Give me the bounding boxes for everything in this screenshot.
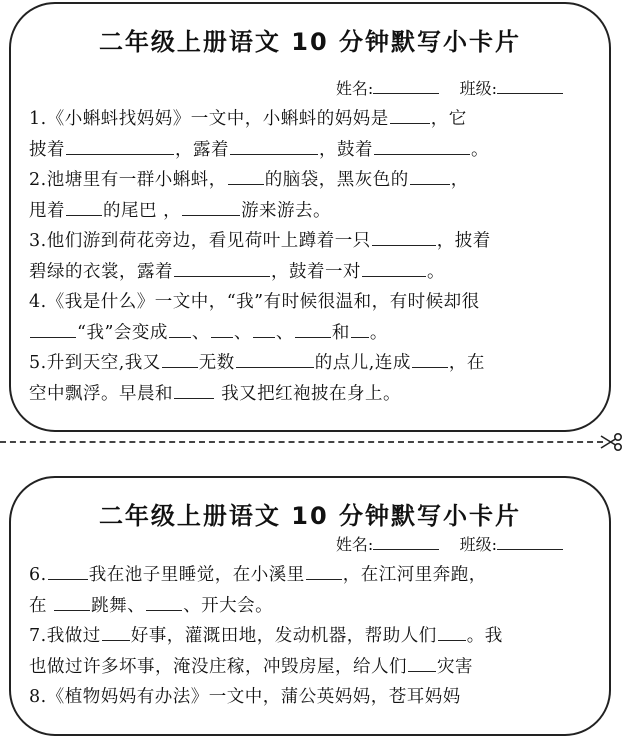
answer-blank[interactable] (54, 592, 90, 611)
question-text: 跳舞、 (91, 595, 146, 616)
question-1 (29, 104, 595, 165)
answer-blank[interactable] (236, 349, 314, 368)
question-text: 。我 (466, 626, 503, 646)
answer-blank[interactable] (30, 319, 76, 338)
answer-blank[interactable] (174, 380, 214, 399)
answer-blank[interactable] (410, 166, 450, 185)
question-text: “我”会变成 (77, 322, 168, 343)
question-text: 。 (369, 322, 388, 343)
name-class-row (11, 76, 609, 99)
question-text: ， (450, 170, 469, 190)
answer-blank[interactable] (374, 136, 470, 155)
question-text: 和 (331, 322, 350, 343)
question-text: ，鼓着一对 (271, 261, 361, 282)
answer-blank[interactable] (211, 319, 233, 338)
card-1-questions (29, 104, 595, 409)
question-text: 好事，灌溉田地，发动机器，帮助人们 (130, 626, 437, 646)
question-6 (29, 560, 595, 621)
question-text: 的点儿,连成 (314, 353, 411, 373)
question-text: 2.池塘里有一群小蝌蚪， (29, 170, 227, 190)
question-text: 、开大会。 (183, 595, 274, 616)
name-label: 姓名: (335, 79, 374, 98)
scissors-icon (599, 430, 623, 454)
answer-blank[interactable] (182, 197, 240, 216)
answer-blank[interactable] (390, 105, 430, 124)
question-text: 1.《小蝌蚪找妈妈》一文中，小蝌蚪的妈妈是 (29, 109, 389, 129)
question-2 (29, 165, 595, 226)
answer-blank[interactable] (306, 561, 342, 580)
question-text: 3.他们游到荷花旁边，看见荷叶上蹲着一只 (29, 231, 371, 251)
question-text: 甩着 (29, 200, 65, 221)
question-text: 也做过许多坏事，淹没庄稼，冲毁房屋，给人们 (29, 656, 407, 677)
question-text: ，它 (430, 109, 467, 129)
answer-blank[interactable] (228, 166, 264, 185)
question-4 (29, 287, 595, 348)
question-text: 6. (29, 565, 47, 585)
card-2-questions (29, 560, 595, 713)
card-title: 二年级上册语文 10 分钟默写小卡片 (98, 28, 522, 56)
question-text: 。 (427, 261, 445, 282)
name-label: 姓名: (335, 535, 374, 554)
question-7 (29, 621, 595, 682)
dictation-card-2 (9, 476, 611, 736)
question-text: 、 (275, 322, 294, 343)
question-text: 灾害 (437, 656, 473, 677)
question-text: 我在池子里睡觉，在小溪里 (88, 565, 305, 585)
dictation-card-1 (9, 2, 611, 432)
question-text: 在 (29, 595, 54, 616)
name-class-row (11, 532, 609, 555)
class-blank[interactable] (497, 535, 563, 550)
question-text: ，露着 (175, 139, 229, 160)
question-text: 、 (233, 322, 252, 343)
question-8 (29, 682, 595, 713)
question-text: 。 (471, 139, 489, 160)
question-text: 、 (191, 322, 210, 343)
answer-blank[interactable] (351, 319, 369, 338)
question-text: 无数 (198, 353, 235, 373)
cut-line (0, 441, 603, 443)
name-blank[interactable] (373, 79, 439, 94)
question-text: 7.我做过 (29, 626, 101, 646)
question-text: 8.《植物妈妈有办法》一文中，蒲公英妈妈，苍耳妈妈 (29, 687, 461, 707)
question-text: 的尾巴 ， (103, 200, 182, 221)
question-text: 游来游去。 (241, 200, 332, 221)
answer-blank[interactable] (146, 592, 182, 611)
question-text: ，披着 (436, 231, 491, 251)
answer-blank[interactable] (162, 349, 198, 368)
class-blank[interactable] (497, 79, 563, 94)
question-text: ，在 (448, 353, 485, 373)
answer-blank[interactable] (48, 561, 88, 580)
question-text: 披着 (29, 139, 65, 160)
answer-blank[interactable] (412, 349, 448, 368)
answer-blank[interactable] (438, 622, 466, 641)
answer-blank[interactable] (102, 622, 130, 641)
answer-blank[interactable] (295, 319, 331, 338)
answer-blank[interactable] (230, 136, 318, 155)
question-text: 4.《我是什么》一文中，“我”有时候很温和，有时候却很 (29, 292, 480, 312)
question-text: 的脑袋，黑灰色的 (264, 170, 409, 190)
question-text: ，在江河里奔跑， (342, 565, 487, 585)
answer-blank[interactable] (362, 258, 426, 277)
answer-blank[interactable] (408, 653, 436, 672)
question-text: ，鼓着 (319, 139, 373, 160)
class-label: 班级: (459, 79, 497, 98)
question-text: 5.升到天空,我又 (29, 353, 161, 373)
answer-blank[interactable] (372, 227, 436, 246)
question-text: 空中飘浮。早晨和 (29, 383, 173, 404)
answer-blank[interactable] (66, 136, 174, 155)
answer-blank[interactable] (66, 197, 102, 216)
card-title: 二年级上册语文 10 分钟默写小卡片 (98, 502, 522, 530)
question-5 (29, 348, 595, 409)
class-label: 班级: (459, 535, 497, 554)
answer-blank[interactable] (169, 319, 191, 338)
name-blank[interactable] (373, 535, 439, 550)
answer-blank[interactable] (253, 319, 275, 338)
answer-blank[interactable] (174, 258, 270, 277)
question-text: 碧绿的衣裳，露着 (29, 261, 173, 282)
question-3 (29, 226, 595, 287)
question-text: 我又把红袍披在身上。 (215, 383, 402, 404)
